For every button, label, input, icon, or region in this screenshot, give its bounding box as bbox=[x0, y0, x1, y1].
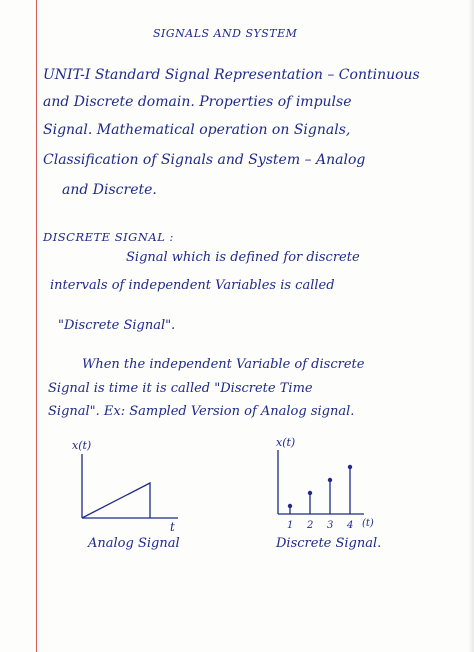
syllabus-line: UNIT-I Standard Signal Representation – Continuous bbox=[43, 67, 420, 83]
tick-label: 4 bbox=[347, 520, 354, 531]
discrete-y-axis-label: x(t) bbox=[276, 436, 296, 449]
explanation-line: Signal". Ex: Sampled Version of Analog signal. bbox=[48, 404, 355, 419]
sample-point-3 bbox=[328, 478, 332, 482]
syllabus-line: Signal. Mathematical operation on Signals, bbox=[43, 122, 351, 138]
explanation-line: Signal is time it is called "Discrete Time bbox=[48, 381, 313, 396]
margin-line bbox=[36, 0, 37, 652]
definition-line: intervals of independent Variables is called bbox=[50, 278, 335, 293]
tick-label: 2 bbox=[307, 520, 314, 531]
discrete-x-axis-label: (t) bbox=[362, 518, 374, 529]
analog-ramp-waveform bbox=[82, 483, 150, 518]
tick-label: 1 bbox=[287, 520, 294, 531]
explanation-line: When the independent Variable of discrete bbox=[82, 357, 365, 372]
sample-point-2 bbox=[308, 491, 312, 495]
definition-line: "Discrete Signal". bbox=[58, 318, 176, 333]
tick-label: 3 bbox=[327, 520, 334, 531]
analog-y-axis-label: x(t) bbox=[72, 439, 92, 452]
analog-signal-sketch bbox=[70, 436, 185, 536]
discrete-signal-caption: Discrete Signal. bbox=[276, 536, 382, 551]
definition-line: Signal which is defined for discrete bbox=[126, 250, 360, 265]
analog-signal-caption: Analog Signal bbox=[88, 536, 180, 551]
sample-point-4 bbox=[348, 465, 352, 469]
page-edge-shadow bbox=[468, 0, 474, 652]
sample-point-1 bbox=[288, 504, 292, 508]
syllabus-line: and Discrete. bbox=[62, 182, 157, 198]
section-heading: DISCRETE SIGNAL : bbox=[43, 230, 174, 244]
analog-x-axis-label: t bbox=[170, 520, 175, 534]
syllabus-line: and Discrete domain. Properties of impulse bbox=[43, 94, 352, 110]
page-title: SIGNALS AND SYSTEM bbox=[153, 27, 298, 40]
syllabus-line: Classification of Signals and System – Analog bbox=[43, 152, 366, 168]
discrete-signal-sketch bbox=[268, 436, 388, 536]
